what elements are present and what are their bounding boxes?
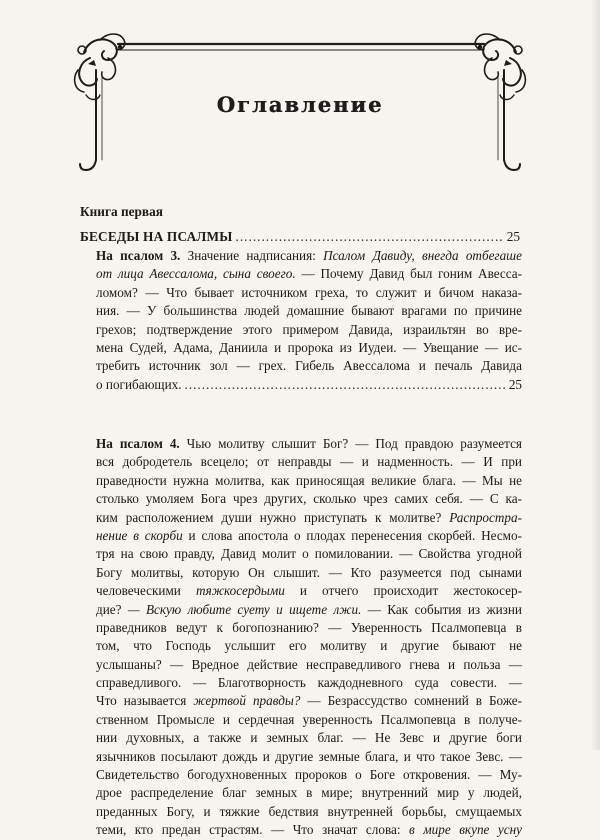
- entry-text: — Безрассудство сомнений в Боже-: [300, 693, 523, 709]
- dot-leader: [236, 229, 504, 245]
- entry-text: ломом? — Что бывает источником греха, то служит и бичом наказа-: [96, 284, 522, 300]
- entry-text: мена Судей, Адама, Даниила и пророка из Иудеи. — Увещание — ис-: [96, 339, 522, 355]
- entry-text: том, что Господь услышит его молитву и другие бывают не: [96, 638, 522, 654]
- entry-text: Свидетельство богодухновенных пророков о Боге откровения. — Му-: [96, 767, 522, 783]
- entry-text: тря на свою правду, Давид молит о помиловании. — Свойства угодной: [96, 546, 522, 562]
- entry-text: дрое распределение благ земных в мире; внутренний мир у людей,: [96, 785, 522, 801]
- toc-entry-psalm-4[interactable]: [96, 435, 522, 840]
- entry-page-number: 25: [508, 376, 522, 392]
- entry-text: ким расположением души нужно приступать к молитве?: [96, 509, 450, 525]
- entry-text: требить источник зол — грех. Гибель Авессалома и печаль Давида: [96, 358, 522, 374]
- entry-text: язычников посылают дождь и другие земные блага, и что такое Зевс. —: [96, 748, 522, 764]
- section-title: БЕСЕДЫ НА ПСАЛМЫ: [80, 229, 233, 244]
- entry-text: о погибающих.: [96, 376, 182, 392]
- entry-label: На псалом 4.: [96, 436, 180, 451]
- entry-text: дие?: [96, 601, 128, 617]
- entry-text: справедливого. — Благотворность каждодневного суда совести. —: [96, 675, 522, 691]
- entry-text: преданных Богу, и тяжкие бедствия внутренней борьбы, смущаемых: [96, 803, 522, 819]
- page-edge-shadow: [590, 0, 600, 750]
- entry-text: праведников ведут к богопознанию? — Уверенность Псалмопевца в: [96, 619, 522, 635]
- entry-text: ственном Промысле и сердечная уверенность Псалмопевца в получе-: [96, 711, 522, 727]
- entry-text-italic: Распростра-: [449, 509, 522, 525]
- entry-text-italic: Псалом Давиду, внегда отбегаше: [323, 248, 522, 263]
- entry-text: нии духовных, а также и земных благ. — Не Зевс и другие боги: [96, 730, 522, 746]
- entry-text: ния. — У большинства людей домашние бывают врагами по причине: [96, 303, 522, 319]
- entry-text-italic: тяжкосердыми: [195, 583, 285, 599]
- entry-text: столько умоляем Бога чрез других, сколько чрез самих себя. — С ка-: [96, 491, 522, 507]
- entry-text-italic: от лица Авессалома, сына своего.: [96, 266, 296, 282]
- section-page-number: 25: [506, 229, 520, 244]
- toc-section-row[interactable]: [80, 229, 520, 245]
- entry-text: Богу молитвы, которую Он слышит. — Кто разумеется под сынами: [96, 564, 522, 580]
- entry-text: — Почему Давид был гоним Авесса-: [295, 266, 523, 282]
- entry-text: праведности нужна молитва, как приносящая великие блага. — Мы не: [96, 472, 522, 488]
- entry-text-italic: нение в скорби: [96, 527, 183, 543]
- entry-text: Значение надписания:: [180, 248, 324, 263]
- entry-text-italic: — Вскую любите суету и ищете лжи.: [127, 601, 362, 617]
- book-label: Книга первая: [80, 204, 163, 219]
- page-title: Оглавление: [216, 92, 384, 117]
- entry-text: — Как события из жизни: [361, 601, 522, 617]
- entry-text: услышаны? — Вредное действие несправедливого гнева и польза —: [96, 656, 522, 672]
- entry-text: человеческими: [96, 583, 196, 599]
- entry-text: грехов; подтверждение этого примером Давида, израильтян во вре-: [96, 321, 522, 337]
- entry-text-italic: в мире вкупе усну: [409, 822, 522, 838]
- ornamental-frame: [0, 0, 600, 175]
- entry-text: Что называется: [96, 693, 194, 709]
- entry-text: теми, кто предан страстям. — Что значат слова:: [96, 822, 410, 838]
- toc-entry-psalm-3[interactable]: [96, 247, 522, 394]
- entry-text-italic: жертвой правды?: [193, 693, 301, 709]
- entry-label: На псалом 3.: [96, 248, 181, 263]
- entry-text: и слова апостола о плодах перенесения скорбей. Несмо-: [182, 527, 522, 543]
- dot-leader: [185, 376, 506, 394]
- entry-text: вся добродетель всецело; от неправды — и надменность. — И при: [96, 454, 522, 470]
- entry-text: Чью молитву слышит Бог? — Под правдою разумеется: [179, 436, 522, 451]
- entry-text: и отчего происходит жестокосер-: [284, 583, 522, 599]
